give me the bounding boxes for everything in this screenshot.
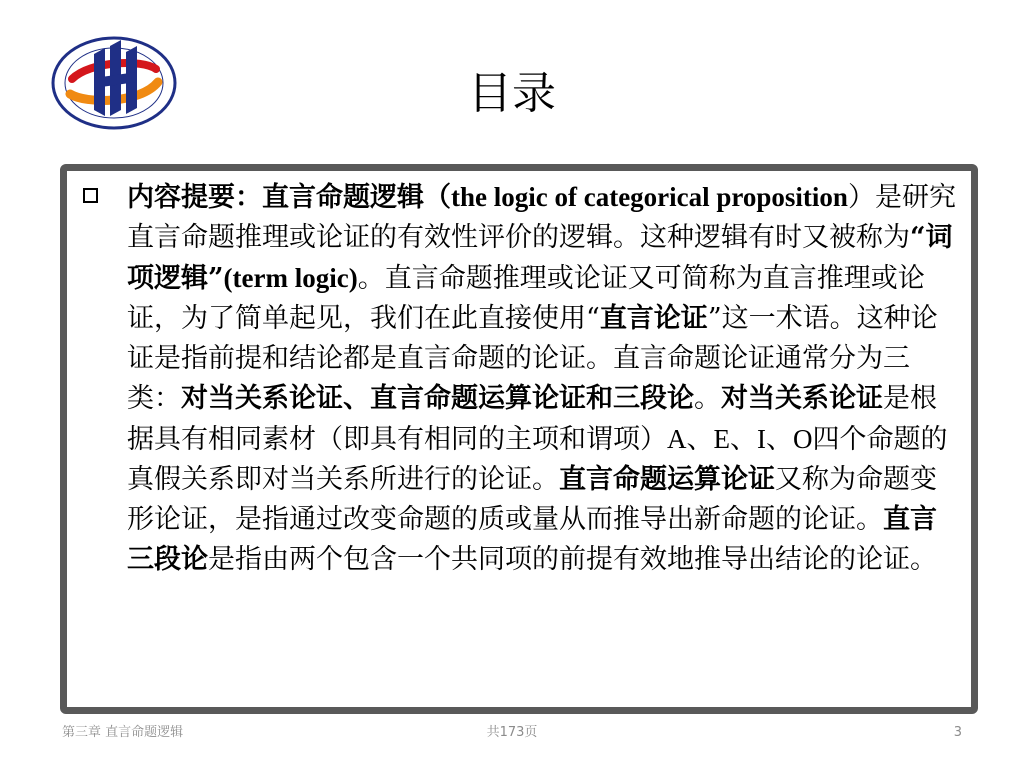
content-segment: ）是研究直言命题推理或论证的有效性评价的逻辑。这种逻辑有时又被称为 [127,182,956,253]
content-segment: 四个命题的真假关系即对当关系所进行的论证。 [127,424,948,495]
content-segment: 直言论证 [599,303,708,334]
content-segment: 直言三段论 [127,504,937,575]
content-segment: 又称为命题变形论证，是指通过改变命题的质或量从而推导出新命题的论证。 [127,464,937,535]
content-segment: 对当关系论证、直言命题运算论证和三段论 [181,383,694,414]
content-segment: the logic of categorical proposition [451,182,848,212]
content-segment: 直言命题运算论证 [559,464,775,495]
slide-title: 目录 [468,68,556,119]
content-segment: 。直言命题推理或论证又可简称为直言推理或论证，为了简单起见，我们在此直接使用“ [127,263,925,334]
content-segment: 内容提要：直言命题逻辑（ [127,182,451,213]
footer-total-pages: 共173页 [486,725,538,740]
content-segment: E [713,424,730,454]
content-segment: 、 [766,424,793,455]
content-segment: A [667,424,687,454]
content-paragraph [127,177,962,580]
content-segment: 、 [730,424,757,455]
content-frame [60,164,978,714]
content-segment: O [793,424,813,454]
content-segment: 、 [686,424,714,455]
content-segment: 是根据具有相同素材（即具有相同的主项和谓项） [127,383,937,455]
content-segment: “词项逻辑” [127,222,953,294]
content-segment: (term logic) [223,263,358,293]
content-segment: 对当关系论证 [721,383,883,414]
content-segment: 。 [694,383,721,414]
content-segment: 是指由两个包含一个共同项的前提有效地推导出结论的论证。 [208,544,937,575]
content-segment: ”这一术语。这种论证是指前提和结论都是直言命题的论证。直言命题论证通常分为三类： [127,303,938,414]
footer-chapter: 第三章 直言命题逻辑 [62,725,184,740]
footer-page-number: 3 [953,725,962,740]
content-segment: I [757,424,766,454]
square-bullet-icon [83,188,98,203]
